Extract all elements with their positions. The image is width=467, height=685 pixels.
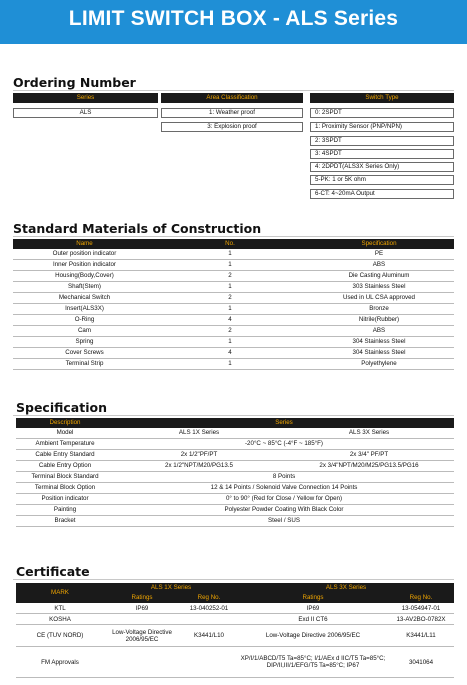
table-row — [13, 326, 454, 337]
spec-value: 2x 1/2"NPT/M20/PG13.5 — [114, 461, 284, 472]
spec-value: Polyester Powder Coating With Black Color — [114, 505, 454, 516]
table-row — [16, 450, 454, 461]
title-banner — [0, 0, 467, 44]
table-row — [16, 647, 454, 678]
material-count: 1 — [156, 337, 304, 348]
switch-option: 1: Proximity Sensor (PNP/NPN) — [310, 122, 454, 132]
cert-mark: FM Approvals — [16, 647, 104, 678]
cert-rating — [104, 647, 180, 678]
spec-label: Ambient Temperature — [16, 439, 114, 450]
material-count: 2 — [156, 326, 304, 337]
material-spec: ABS — [304, 326, 454, 337]
material-name: Shaft(Stem) — [13, 282, 156, 293]
column-header: Reg No. — [388, 593, 454, 603]
table-row — [13, 249, 454, 260]
switch-option: 0: 2SPDT — [310, 108, 454, 118]
cert-rating: XP/I/1/ABCD/T5 Ta=85°C; I/1/AEx d IIC/T5 Ta=85°C; DIP/II,III/1/EFG/T5 Ta=85°C; IP67 — [238, 647, 388, 678]
table-row — [13, 293, 454, 304]
cert-reg: 3041064 — [388, 647, 454, 678]
column-header: Ratings — [238, 593, 388, 603]
material-name: Housing(Body,Cover) — [13, 271, 156, 282]
table-row — [16, 494, 454, 505]
spec-label: Position indicator — [16, 494, 114, 505]
table-row — [13, 271, 454, 282]
column-header: Reg No. — [180, 593, 238, 603]
table-row — [13, 348, 454, 359]
series-header: Series — [13, 93, 158, 103]
cert-reg: 13-054947-01 — [388, 603, 454, 614]
column-header: No. — [156, 239, 304, 249]
switch-option: 4: 2DPDT(ALS3X Series Only) — [310, 162, 454, 172]
material-spec: Die Casting Aluminum — [304, 271, 454, 282]
spec-label: Painting — [16, 505, 114, 516]
material-name: Cam — [13, 326, 156, 337]
material-spec: 304 Stainless Steel — [304, 348, 454, 359]
table-header-row — [16, 418, 454, 428]
spec-label: Terminal Block Standard — [16, 472, 114, 483]
spec-value: 2x 1/2"PF/PT — [114, 450, 284, 461]
table-row — [13, 304, 454, 315]
cert-table — [16, 583, 454, 678]
table-row — [13, 260, 454, 271]
spec-value: 2x 3/4"NPT/M20/M25/PG13.5/PG16 — [284, 461, 454, 472]
area-option: 3: Explosion proof — [161, 122, 303, 132]
spec-value: 12 & 14 Points / Solenoid Valve Connection 14 Points — [114, 483, 454, 494]
material-name: Inner Position indicator — [13, 260, 156, 271]
material-spec: PE — [304, 249, 454, 260]
page-title: LIMIT SWITCH BOX - ALS Series — [68, 7, 399, 30]
cert-reg — [180, 647, 238, 678]
material-count: 2 — [156, 293, 304, 304]
material-spec: Used in UL CSA approved — [304, 293, 454, 304]
table-row — [16, 516, 454, 527]
column-header: ALS 1X Series — [104, 583, 238, 593]
column-header: Series — [114, 418, 454, 428]
spec-label: Cable Entry Option — [16, 461, 114, 472]
material-count: 4 — [156, 315, 304, 326]
material-count: 1 — [156, 304, 304, 315]
spec-label: Bracket — [16, 516, 114, 527]
table-row — [16, 625, 454, 647]
material-name: Spring — [13, 337, 156, 348]
cert-rating: Exd II CT6 — [238, 614, 388, 625]
materials-table — [13, 239, 454, 370]
divider — [13, 579, 454, 580]
material-count: 1 — [156, 260, 304, 271]
table-row — [13, 337, 454, 348]
material-spec: ABS — [304, 260, 454, 271]
area-option: 1: Weather proof — [161, 108, 303, 118]
column-header: ALS 3X Series — [238, 583, 454, 593]
spec-value: Steel / SUS — [114, 516, 454, 527]
cert-rating — [104, 614, 180, 625]
column-header: Specification — [304, 239, 454, 249]
spec-table — [16, 418, 454, 527]
cert-mark: KTL — [16, 603, 104, 614]
material-name: Outer position indicator — [13, 249, 156, 260]
cert-reg: K3441/L11 — [388, 625, 454, 647]
spec-label: Cable Entry Standard — [16, 450, 114, 461]
cert-mark: CE (TUV NORD) — [16, 625, 104, 647]
spec-value: 0° to 90° (Red for Close / Yellow for Open) — [114, 494, 454, 505]
material-count: 1 — [156, 282, 304, 293]
column-header: Ratings — [104, 593, 180, 603]
spec-value: 8 Points — [114, 472, 454, 483]
material-count: 1 — [156, 359, 304, 370]
material-spec: Bronze — [304, 304, 454, 315]
table-row — [13, 282, 454, 293]
material-name: O-Ring — [13, 315, 156, 326]
table-row — [16, 428, 454, 439]
area-header: Area Classification — [161, 93, 303, 103]
cert-reg: K3441/L10 — [180, 625, 238, 647]
switch-option: 2: 3SPDT — [310, 136, 454, 146]
cert-reg: 13-AV2BO-0782X — [388, 614, 454, 625]
material-name: Terminal Strip — [13, 359, 156, 370]
table-row — [16, 505, 454, 516]
spec-heading: Specification — [16, 400, 107, 415]
cert-rating: Low-Voltage Directive 2006/95/EC — [238, 625, 388, 647]
ordering-heading: Ordering Number — [13, 75, 136, 90]
material-spec: 304 Stainless Steel — [304, 337, 454, 348]
table-row — [16, 614, 454, 625]
material-count: 4 — [156, 348, 304, 359]
table-row — [13, 359, 454, 370]
table-header-row — [16, 583, 454, 593]
switch-option: 3: 4SPDT — [310, 149, 454, 159]
material-spec: 303 Stainless Steel — [304, 282, 454, 293]
table-row — [16, 472, 454, 483]
table-row — [13, 315, 454, 326]
material-count: 2 — [156, 271, 304, 282]
spec-label: Model — [16, 428, 114, 439]
divider — [13, 415, 454, 416]
table-row — [16, 603, 454, 614]
material-name: Insert(ALS3X) — [13, 304, 156, 315]
material-name: Cover Screws — [13, 348, 156, 359]
table-row — [16, 439, 454, 450]
switch-option: 5-PK: 1 or 5K ohm — [310, 175, 454, 185]
series-option: ALS — [13, 108, 158, 118]
spec-label: Terminal Block Option — [16, 483, 114, 494]
spec-value: 2x 3/4" PF/PT — [284, 450, 454, 461]
column-header: Name — [13, 239, 156, 249]
material-count: 1 — [156, 249, 304, 260]
cert-rating: IP69 — [238, 603, 388, 614]
cert-mark: KOSHA — [16, 614, 104, 625]
table-row — [16, 461, 454, 472]
material-name: Mechanical Switch — [13, 293, 156, 304]
spec-value: ALS 3X Series — [284, 428, 454, 439]
cert-heading: Certificate — [16, 564, 90, 579]
switch-option: 6-CT: 4~20mA Output — [310, 189, 454, 199]
material-spec: Polyethylene — [304, 359, 454, 370]
cert-reg: 13-040252-01 — [180, 603, 238, 614]
divider — [13, 90, 454, 91]
table-row — [16, 483, 454, 494]
spec-value: -20°C ~ 85°C (-4°F ~ 185°F) — [114, 439, 454, 450]
column-header: MARK — [16, 583, 104, 603]
cert-reg — [180, 614, 238, 625]
switch-header: Switch Type — [310, 93, 454, 103]
column-header: Description — [16, 418, 114, 428]
material-spec: Nitrile(Rubber) — [304, 315, 454, 326]
table-header-row — [13, 239, 454, 249]
cert-rating: IP69 — [104, 603, 180, 614]
divider — [13, 236, 454, 237]
spec-value: ALS 1X Series — [114, 428, 284, 439]
cert-rating: Low-Voltage Directive 2006/95/EC — [104, 625, 180, 647]
materials-heading: Standard Materials of Construction — [13, 221, 262, 236]
